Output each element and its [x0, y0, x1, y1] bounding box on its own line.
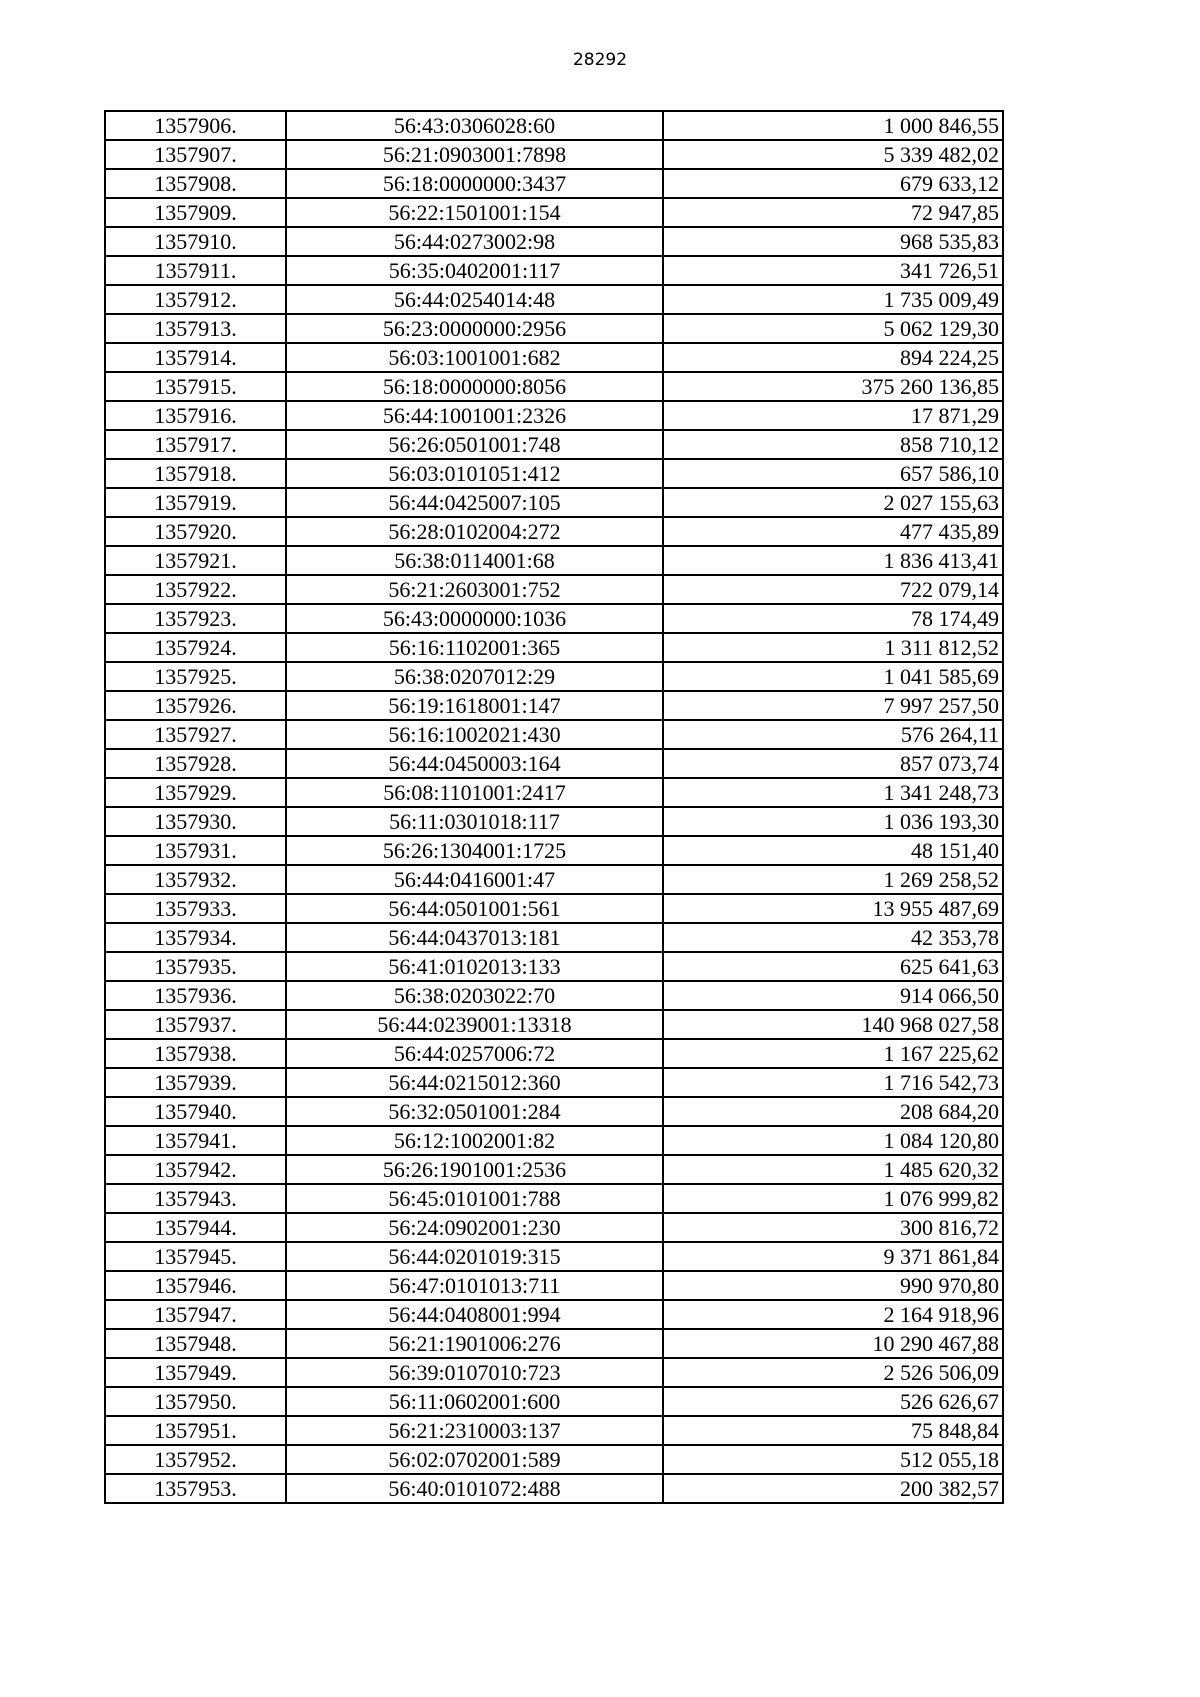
cadastral-number-cell: 56:44:0416001:47 [286, 865, 663, 894]
cadastral-value-cell: 140 968 027,58 [663, 1010, 1003, 1039]
cadastral-value-cell: 1 311 812,52 [663, 633, 1003, 662]
cadastral-value-cell: 2 027 155,63 [663, 488, 1003, 517]
row-number-cell: 1357951. [105, 1416, 286, 1445]
cadastral-number-cell: 56:44:0254014:48 [286, 285, 663, 314]
row-number-cell: 1357942. [105, 1155, 286, 1184]
row-number-cell: 1357943. [105, 1184, 286, 1213]
cadastral-value-cell: 375 260 136,85 [663, 372, 1003, 401]
row-number-cell: 1357939. [105, 1068, 286, 1097]
table-row [105, 836, 1003, 865]
cadastral-number-cell: 56:44:0239001:13318 [286, 1010, 663, 1039]
table-row [105, 314, 1003, 343]
cadastral-value-cell: 200 382,57 [663, 1474, 1003, 1503]
table-row [105, 546, 1003, 575]
cadastral-number-cell: 56:21:2603001:752 [286, 575, 663, 604]
row-number-cell: 1357934. [105, 923, 286, 952]
cadastral-value-cell: 2 164 918,96 [663, 1300, 1003, 1329]
cadastral-value-cell: 526 626,67 [663, 1387, 1003, 1416]
row-number-cell: 1357916. [105, 401, 286, 430]
table-row [105, 749, 1003, 778]
cadastral-value-cell: 1 735 009,49 [663, 285, 1003, 314]
row-number-cell: 1357947. [105, 1300, 286, 1329]
row-number-cell: 1357925. [105, 662, 286, 691]
cadastral-number-cell: 56:18:0000000:8056 [286, 372, 663, 401]
table-row [105, 1068, 1003, 1097]
table-row [105, 1329, 1003, 1358]
row-number-cell: 1357944. [105, 1213, 286, 1242]
cadastral-value-cell: 1 084 120,80 [663, 1126, 1003, 1155]
table-row [105, 111, 1003, 140]
cadastral-value-cell: 1 836 413,41 [663, 546, 1003, 575]
cadastral-number-cell: 56:21:0903001:7898 [286, 140, 663, 169]
row-number-cell: 1357941. [105, 1126, 286, 1155]
table-row [105, 517, 1003, 546]
table-row [105, 1416, 1003, 1445]
row-number-cell: 1357935. [105, 952, 286, 981]
table-row [105, 894, 1003, 923]
cadastral-value-cell: 1 000 846,55 [663, 111, 1003, 140]
cadastral-value-cell: 13 955 487,69 [663, 894, 1003, 923]
row-number-cell: 1357932. [105, 865, 286, 894]
cadastral-number-cell: 56:11:0301018:117 [286, 807, 663, 836]
cadastral-number-cell: 56:45:0101001:788 [286, 1184, 663, 1213]
table-row [105, 778, 1003, 807]
row-number-cell: 1357949. [105, 1358, 286, 1387]
table-row [105, 169, 1003, 198]
cadastral-number-cell: 56:38:0114001:68 [286, 546, 663, 575]
cadastral-number-cell: 56:26:0501001:748 [286, 430, 663, 459]
cadastral-value-cell: 576 264,11 [663, 720, 1003, 749]
cadastral-value-cell: 990 970,80 [663, 1271, 1003, 1300]
cadastral-value-cell: 72 947,85 [663, 198, 1003, 227]
table-row [105, 1097, 1003, 1126]
table-row [105, 1126, 1003, 1155]
cadastral-value-cell: 208 684,20 [663, 1097, 1003, 1126]
row-number-cell: 1357936. [105, 981, 286, 1010]
cadastral-number-cell: 56:43:0000000:1036 [286, 604, 663, 633]
row-number-cell: 1357931. [105, 836, 286, 865]
cadastral-number-cell: 56:28:0102004:272 [286, 517, 663, 546]
row-number-cell: 1357913. [105, 314, 286, 343]
cadastral-number-cell: 56:08:1101001:2417 [286, 778, 663, 807]
cadastral-number-cell: 56:02:0702001:589 [286, 1445, 663, 1474]
cadastral-value-cell: 1 041 585,69 [663, 662, 1003, 691]
cadastral-number-cell: 56:44:0501001:561 [286, 894, 663, 923]
row-number-cell: 1357907. [105, 140, 286, 169]
table-row [105, 1039, 1003, 1068]
table-row [105, 604, 1003, 633]
table-body [105, 111, 1003, 1503]
table-row [105, 198, 1003, 227]
table-row [105, 720, 1003, 749]
page-number: 28292 [572, 50, 628, 70]
table-row [105, 140, 1003, 169]
table-row [105, 662, 1003, 691]
cadastral-number-cell: 56:26:1901001:2536 [286, 1155, 663, 1184]
table-row [105, 430, 1003, 459]
cadastral-number-cell: 56:03:0101051:412 [286, 459, 663, 488]
table-row [105, 1155, 1003, 1184]
row-number-cell: 1357912. [105, 285, 286, 314]
cadastral-value-cell: 17 871,29 [663, 401, 1003, 430]
row-number-cell: 1357940. [105, 1097, 286, 1126]
table-row [105, 807, 1003, 836]
table-row [105, 633, 1003, 662]
cadastral-number-cell: 56:26:1304001:1725 [286, 836, 663, 865]
table-row [105, 256, 1003, 285]
table-row [105, 1445, 1003, 1474]
table-row [105, 923, 1003, 952]
row-number-cell: 1357930. [105, 807, 286, 836]
table-row [105, 1474, 1003, 1503]
cadastral-value-cell: 341 726,51 [663, 256, 1003, 285]
row-number-cell: 1357928. [105, 749, 286, 778]
row-number-cell: 1357906. [105, 111, 286, 140]
table-row [105, 1358, 1003, 1387]
cadastral-number-cell: 56:43:0306028:60 [286, 111, 663, 140]
cadastral-value-cell: 1 269 258,52 [663, 865, 1003, 894]
cadastral-number-cell: 56:32:0501001:284 [286, 1097, 663, 1126]
table-row [105, 1387, 1003, 1416]
cadastral-number-cell: 56:16:1102001:365 [286, 633, 663, 662]
table-row [105, 401, 1003, 430]
cadastral-number-cell: 56:11:0602001:600 [286, 1387, 663, 1416]
cadastral-value-cell: 512 055,18 [663, 1445, 1003, 1474]
row-number-cell: 1357909. [105, 198, 286, 227]
cadastral-value-cell: 78 174,49 [663, 604, 1003, 633]
cadastral-value-cell: 10 290 467,88 [663, 1329, 1003, 1358]
cadastral-value-cell: 9 371 861,84 [663, 1242, 1003, 1271]
row-number-cell: 1357937. [105, 1010, 286, 1039]
table-row [105, 952, 1003, 981]
row-number-cell: 1357933. [105, 894, 286, 923]
cadastral-number-cell: 56:18:0000000:3437 [286, 169, 663, 198]
table-row [105, 575, 1003, 604]
row-number-cell: 1357923. [105, 604, 286, 633]
table-row [105, 372, 1003, 401]
cadastral-number-cell: 56:19:1618001:147 [286, 691, 663, 720]
cadastral-value-cell: 300 816,72 [663, 1213, 1003, 1242]
cadastral-number-cell: 56:38:0207012:29 [286, 662, 663, 691]
row-number-cell: 1357924. [105, 633, 286, 662]
cadastral-number-cell: 56:44:0273002:98 [286, 227, 663, 256]
row-number-cell: 1357922. [105, 575, 286, 604]
cadastral-value-cell: 1 167 225,62 [663, 1039, 1003, 1068]
cadastral-value-cell: 2 526 506,09 [663, 1358, 1003, 1387]
table-row [105, 1213, 1003, 1242]
cadastral-value-cell: 48 151,40 [663, 836, 1003, 865]
cadastral-value-cell: 1 036 193,30 [663, 807, 1003, 836]
cadastral-value-cell: 679 633,12 [663, 169, 1003, 198]
cadastral-value-cell: 722 079,14 [663, 575, 1003, 604]
row-number-cell: 1357917. [105, 430, 286, 459]
cadastral-value-cell: 657 586,10 [663, 459, 1003, 488]
cadastral-value-cell: 5 339 482,02 [663, 140, 1003, 169]
cadastral-number-cell: 56:44:0437013:181 [286, 923, 663, 952]
cadastral-number-cell: 56:44:1001001:2326 [286, 401, 663, 430]
table-row [105, 488, 1003, 517]
cadastral-number-cell: 56:24:0902001:230 [286, 1213, 663, 1242]
cadastral-number-cell: 56:44:0408001:994 [286, 1300, 663, 1329]
cadastral-value-cell: 1 716 542,73 [663, 1068, 1003, 1097]
cadastral-value-cell: 7 997 257,50 [663, 691, 1003, 720]
table-row [105, 459, 1003, 488]
row-number-cell: 1357915. [105, 372, 286, 401]
cadastral-number-cell: 56:47:0101013:711 [286, 1271, 663, 1300]
cadastral-value-cell: 42 353,78 [663, 923, 1003, 952]
cadastral-number-cell: 56:35:0402001:117 [286, 256, 663, 285]
cadastral-number-cell: 56:44:0257006:72 [286, 1039, 663, 1068]
row-number-cell: 1357938. [105, 1039, 286, 1068]
row-number-cell: 1357919. [105, 488, 286, 517]
cadastral-value-cell: 858 710,12 [663, 430, 1003, 459]
cadastral-value-cell: 1 076 999,82 [663, 1184, 1003, 1213]
row-number-cell: 1357911. [105, 256, 286, 285]
cadastral-number-cell: 56:39:0107010:723 [286, 1358, 663, 1387]
row-number-cell: 1357926. [105, 691, 286, 720]
cadastral-value-cell: 968 535,83 [663, 227, 1003, 256]
table-row [105, 1271, 1003, 1300]
table-row [105, 1010, 1003, 1039]
cadastral-value-cell: 1 341 248,73 [663, 778, 1003, 807]
cadastral-number-cell: 56:41:0102013:133 [286, 952, 663, 981]
table-row [105, 343, 1003, 372]
row-number-cell: 1357929. [105, 778, 286, 807]
cadastral-number-cell: 56:03:1001001:682 [286, 343, 663, 372]
cadastral-value-cell: 914 066,50 [663, 981, 1003, 1010]
cadastral-number-cell: 56:22:1501001:154 [286, 198, 663, 227]
cadastral-value-cell: 75 848,84 [663, 1416, 1003, 1445]
cadastral-number-cell: 56:44:0425007:105 [286, 488, 663, 517]
row-number-cell: 1357920. [105, 517, 286, 546]
cadastral-number-cell: 56:44:0201019:315 [286, 1242, 663, 1271]
table-row [105, 865, 1003, 894]
cadastral-value-cell: 625 641,63 [663, 952, 1003, 981]
table-row [105, 1300, 1003, 1329]
row-number-cell: 1357914. [105, 343, 286, 372]
cadastral-number-cell: 56:40:0101072:488 [286, 1474, 663, 1503]
cadastral-value-cell: 857 073,74 [663, 749, 1003, 778]
cadastral-value-table [104, 110, 1004, 1504]
cadastral-value-cell: 477 435,89 [663, 517, 1003, 546]
cadastral-value-cell: 5 062 129,30 [663, 314, 1003, 343]
cadastral-value-cell: 894 224,25 [663, 343, 1003, 372]
row-number-cell: 1357953. [105, 1474, 286, 1503]
cadastral-number-cell: 56:21:2310003:137 [286, 1416, 663, 1445]
cadastral-number-cell: 56:23:0000000:2956 [286, 314, 663, 343]
row-number-cell: 1357927. [105, 720, 286, 749]
row-number-cell: 1357921. [105, 546, 286, 575]
row-number-cell: 1357910. [105, 227, 286, 256]
cadastral-value-cell: 1 485 620,32 [663, 1155, 1003, 1184]
table-row [105, 1242, 1003, 1271]
cadastral-number-cell: 56:44:0450003:164 [286, 749, 663, 778]
row-number-cell: 1357948. [105, 1329, 286, 1358]
cadastral-number-cell: 56:38:0203022:70 [286, 981, 663, 1010]
table-row [105, 691, 1003, 720]
row-number-cell: 1357950. [105, 1387, 286, 1416]
table-row [105, 981, 1003, 1010]
row-number-cell: 1357908. [105, 169, 286, 198]
table-row [105, 1184, 1003, 1213]
row-number-cell: 1357918. [105, 459, 286, 488]
table-row [105, 227, 1003, 256]
table-row [105, 285, 1003, 314]
row-number-cell: 1357946. [105, 1271, 286, 1300]
cadastral-number-cell: 56:12:1002001:82 [286, 1126, 663, 1155]
row-number-cell: 1357952. [105, 1445, 286, 1474]
cadastral-number-cell: 56:16:1002021:430 [286, 720, 663, 749]
cadastral-number-cell: 56:21:1901006:276 [286, 1329, 663, 1358]
cadastral-number-cell: 56:44:0215012:360 [286, 1068, 663, 1097]
row-number-cell: 1357945. [105, 1242, 286, 1271]
